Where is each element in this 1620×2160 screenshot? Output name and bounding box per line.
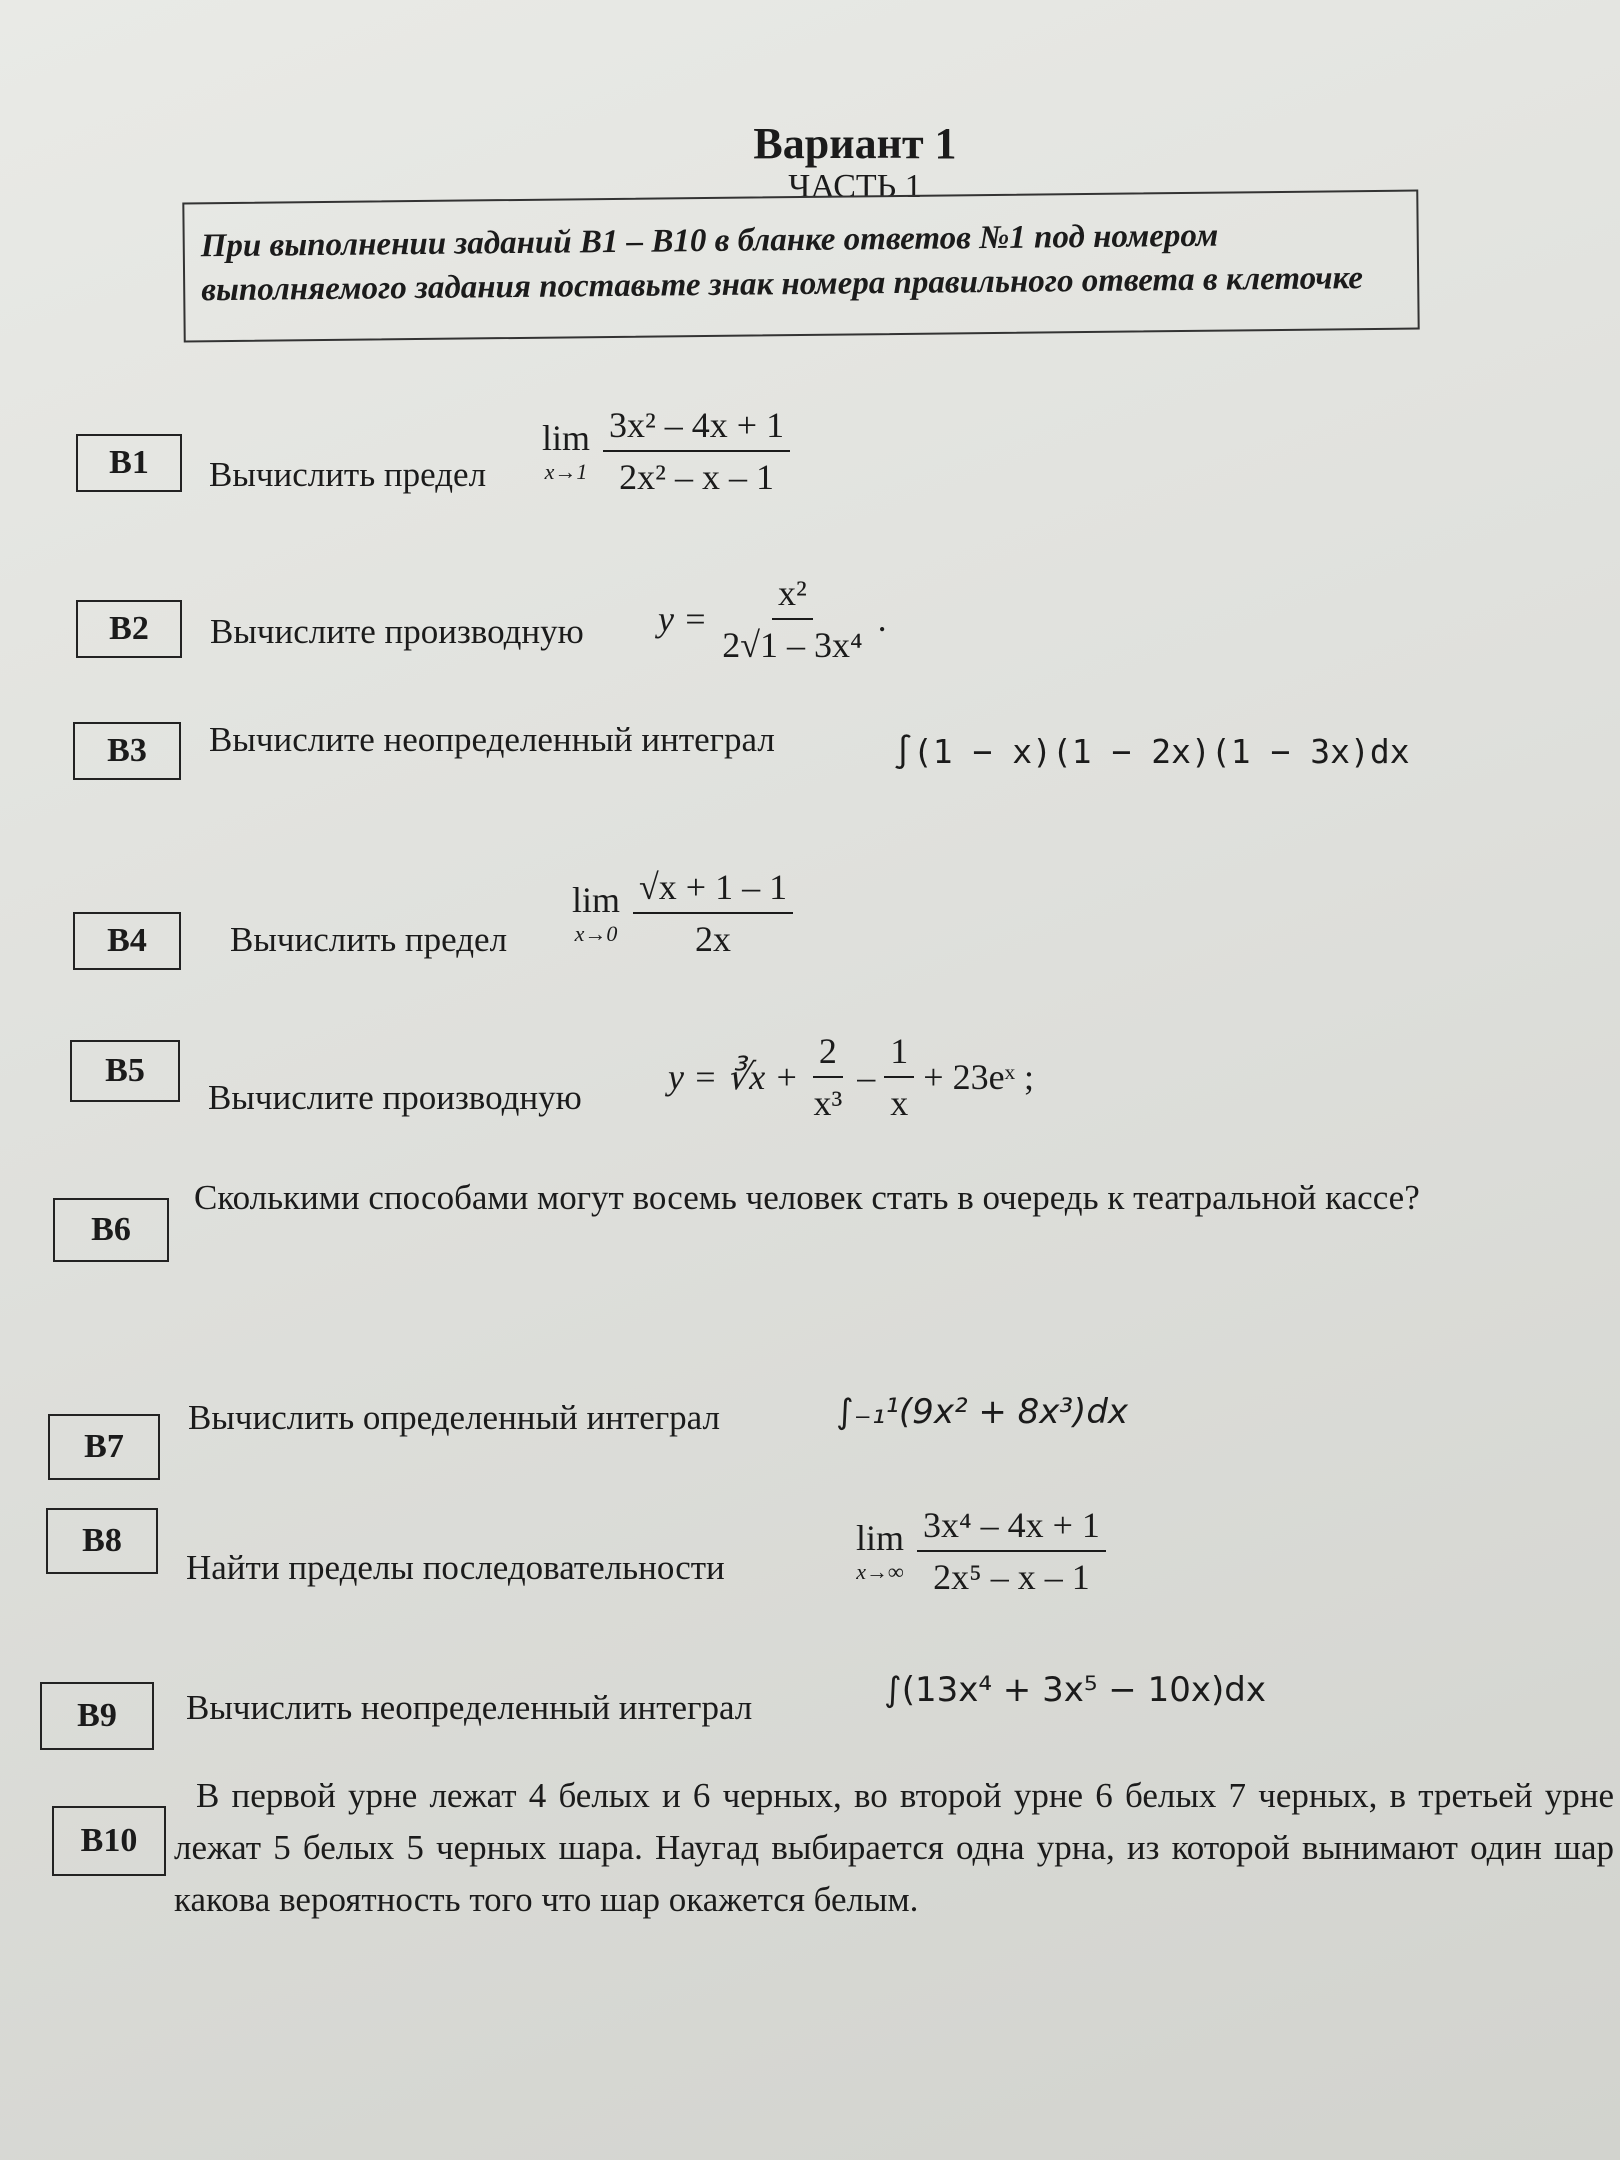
task-b4-text: Вычислить предел [230,920,508,959]
task-b5-formula: y = ∛x + $\frac{2}{\text{x³}}$ – $\frac{1}{x}$ + 23eˣ ; [668,1031,1034,1123]
task-b7-formula: ∫₋₁¹(9x² + 8x³)dx [836,1392,1129,1432]
task-label-b7: B7 [48,1414,160,1480]
page-title: Вариант 1 [753,119,957,168]
task-label-b9: B9 [40,1682,154,1750]
task-b10-text: В первой урне лежат 4 белых и 6 черных, во второй урне 6 белых 7 черных, в третьей урне лежат 5 белых 5 черных шара. Наугад выбирается одна урна, из которой вынимают один шар какова вероятность того что шар окажется белым. [174,1776,1614,1919]
task-b9-text: Вычислить неопределенный интеграл [186,1688,753,1727]
task-label-b8: B8 [46,1508,158,1574]
instruction-box [182,190,1419,343]
task-b1-text: Вычислить предел [209,455,487,494]
fraction: $\frac{\text{x²}}{\text{2√1 – 3x⁴}}$ [722,573,863,665]
task-b2-text: Вычислите производную [210,612,584,651]
fraction: $\frac{\text{3x² – 4x + 1}}{\text{2x² – x – 1}}$ [603,404,790,498]
fraction: $\frac{2}{\text{x³}}$ [813,1031,843,1123]
task-b9-formula: ∫(13x⁴ + 3x⁵ − 10x)dx [884,1670,1266,1710]
task-b3-text: Вычислите неопределенный интеграл [209,720,775,759]
task-label-b1: B1 [76,434,182,492]
task-label-b5: B5 [70,1040,180,1102]
fraction: $\frac{√x + 1 - 1}{2x}$ [633,866,793,960]
task-b8-text: Найти пределы последовательности [186,1548,725,1587]
task-label-b3: B3 [73,722,181,780]
instruction-text: При выполнении заданий В1 – В10 в бланке ответов №1 под номером выполняемого задания поставьте знак номера правильного ответа в клеточке [200,217,1364,309]
task-b3-formula: ∫(1 − x)(1 − 2x)(1 − 3x)dx [893,732,1410,771]
task-label-b4: B4 [73,912,181,970]
fraction: $\frac{\text{3x⁴ – 4x + 1}}{\text{2x⁵ – x – 1}}$ [917,1504,1106,1598]
task-b2-formula: y = $\frac{\text{x²}}{\text{2√1 – 3x⁴}}$ . [658,573,887,665]
task-b1-formula [542,404,790,498]
task-b8-formula [856,1504,1106,1598]
part-heading: ЧАСТЬ 1 [788,168,922,205]
task-label-b10: B10 [52,1806,166,1876]
fraction: $\frac{1}{x}$ [884,1030,914,1124]
task-b7-text: Вычислить определенный интеграл [188,1398,720,1437]
task-b6-text: Сколькими способами могут восемь человек стать в очередь к театральной кассе? [194,1178,1420,1217]
limit-operator: lim x→1 [542,418,591,484]
task-b5-text: Вычислите производную [208,1078,582,1117]
task-label-b6: B6 [53,1198,169,1262]
task-label-b2: B2 [76,600,182,658]
limit-operator: lim x→∞ [856,1518,905,1584]
task-b4-formula [572,866,793,960]
limit-operator: lim x→0 [572,880,621,946]
